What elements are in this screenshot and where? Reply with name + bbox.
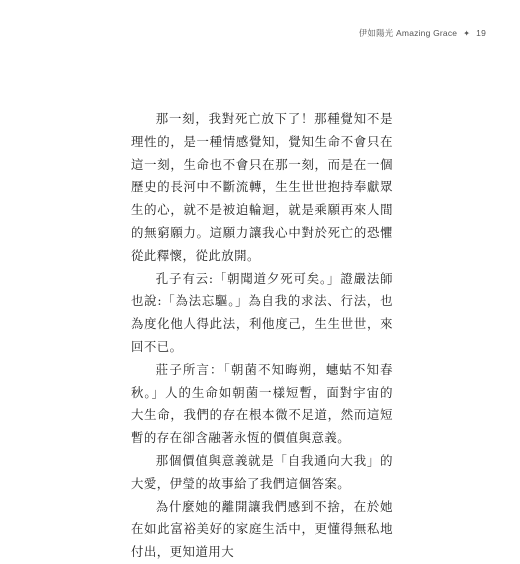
paragraph: 為什麼她的離開讓我們感到不捨，在於她在如此富裕美好的家庭生活中，更懂得無私地付出，更知道用大	[131, 498, 393, 560]
running-header	[359, 27, 486, 39]
paragraph: 孔子有云:「朝聞道夕死可矣。」證嚴法師也說:「為法忘驅。」為自我的求法、行法，也為度化他人得此法，利他度己，生生世世，來回不已。	[131, 270, 393, 354]
page-number: 19	[476, 28, 486, 38]
paragraph: 那個價值與意義就是「自我通向大我」的大愛，伊瑩的故事給了我們這個答案。	[131, 452, 393, 491]
book-title: 伊如陽光 Amazing Grace	[358, 28, 458, 38]
body-text	[131, 108, 393, 564]
paragraph: 莊子所言：「朝菌不知晦朔，蟪蛄不知春秋。」人的生命如朝菌一樣短暫，面對宇宙的大生命，我們的存在根本微不足道，然而這短暫的存在卻含融著永恆的價值與意義。	[131, 361, 393, 446]
four-point-star-icon: ✦	[463, 28, 471, 38]
paragraph: 那一刻，我對死亡放下了！那種覺知不是理性的，是一種情感覺知，覺知生命不會只在這一刻，生命也不會只在那一刻，而是在一個歷史的長河中不斷流轉，生生世世抱持奉獻眾生的心，就不是被迫輪迴，就是乘願再來人間的無窮願力。這願力讓我心中對於死亡的恐懼從此釋懷，從此放開。	[131, 111, 393, 263]
